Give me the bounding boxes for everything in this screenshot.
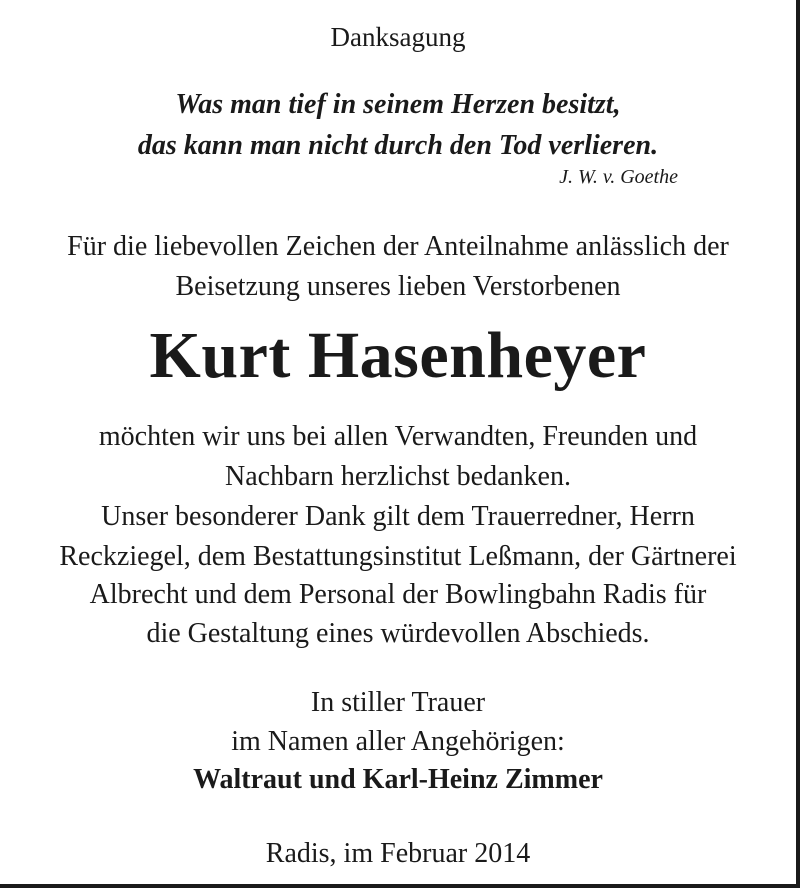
signoff-line-2: im Namen aller Angehörigen: [231,726,565,757]
deceased-name: Kurt Hasenheyer [149,319,647,392]
thanks-line-6: die Gestaltung eines würdevollen Abschieds. [146,618,650,649]
thanks-line-2: Nachbarn herzlichst bedanken. [225,461,571,492]
quote-author: J. W. v. Goethe [559,166,678,188]
quote-line-2: das kann man nicht durch den Tod verlieren. [137,130,659,161]
signoff-line-1: In stiller Trauer [310,687,486,718]
thanks-line-1: möchten wir uns bei allen Verwandten, Freunden und [98,421,698,452]
thanks-line-5: Albrecht und dem Personal der Bowlingbahn Radis für [89,579,707,610]
place-date: Radis, im Februar 2014 [265,838,531,869]
thanks-line-4: Reckziegel, dem Bestattungsinstitut Leßmann, der Gärtnerei [59,541,737,572]
intro-line-1: Für die liebevollen Zeichen der Anteilnahme anlässlich der [67,231,729,262]
quote-line-1: Was man tief in seinem Herzen besitzt, [175,89,621,120]
signers: Waltraut und Karl-Heinz Zimmer [193,764,603,795]
thanks-line-3: Unser besonderer Dank gilt dem Trauerredner, Herrn [101,501,695,532]
notice-heading: Danksagung [330,22,466,52]
intro-line-2: Beisetzung unseres lieben Verstorbenen [175,271,621,302]
